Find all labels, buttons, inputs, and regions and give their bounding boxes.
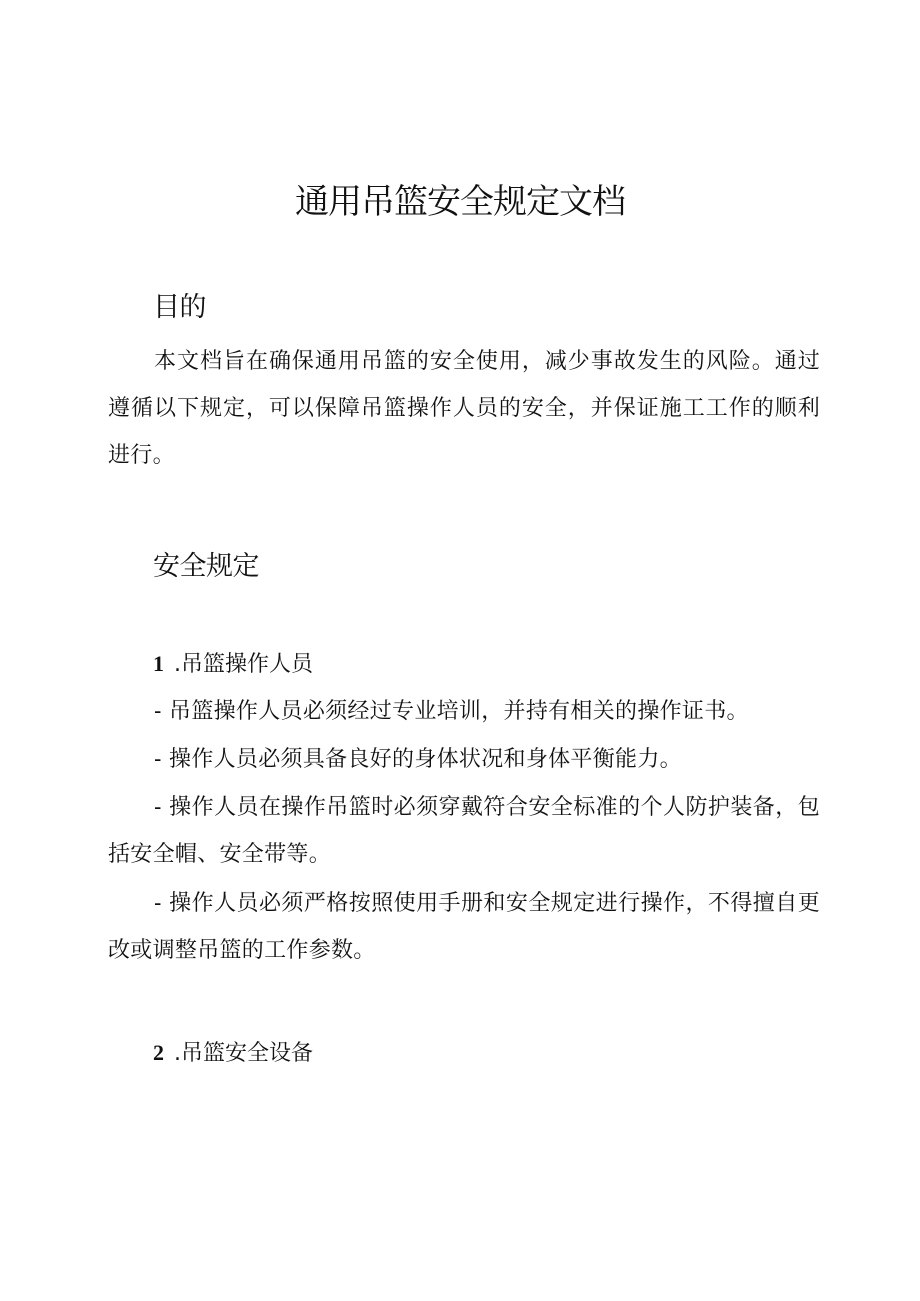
subsection-title: .吊篮操作人员	[174, 652, 313, 677]
section-heading-purpose: 目的	[153, 292, 206, 323]
purpose-paragraph: 本文档旨在确保通用吊篮的安全使用，减少事故发生的风险。通过遵循以下规定，可以保障吊篮操作人员的安全，并保证施工工作的顺利进行。	[108, 349, 820, 468]
document-title: 通用吊篮安全规定文档	[295, 182, 625, 222]
subsection-heading-safety-equipment	[153, 1038, 313, 1069]
rule-item: - 吊篮操作人员必须经过专业培训，并持有相关的操作证书。	[154, 699, 749, 724]
subsection-number: 2	[153, 1040, 164, 1065]
subsection-number: 1	[153, 651, 164, 676]
rule-item: - 操作人员在操作吊篮时必须穿戴符合安全标准的个人防护装备，包括安全帽、安全带等。	[108, 795, 820, 867]
rule-item: - 操作人员必须具备良好的身体状况和身体平衡能力。	[154, 747, 682, 772]
subsection-title: .吊篮安全设备	[174, 1041, 313, 1066]
subsection-heading-operators	[153, 649, 313, 680]
rule-item: - 操作人员必须严格按照使用手册和安全规定进行操作，不得擅自更改或调整吊篮的工作参数。	[108, 891, 820, 963]
section-heading-safety-rules: 安全规定	[153, 551, 259, 582]
